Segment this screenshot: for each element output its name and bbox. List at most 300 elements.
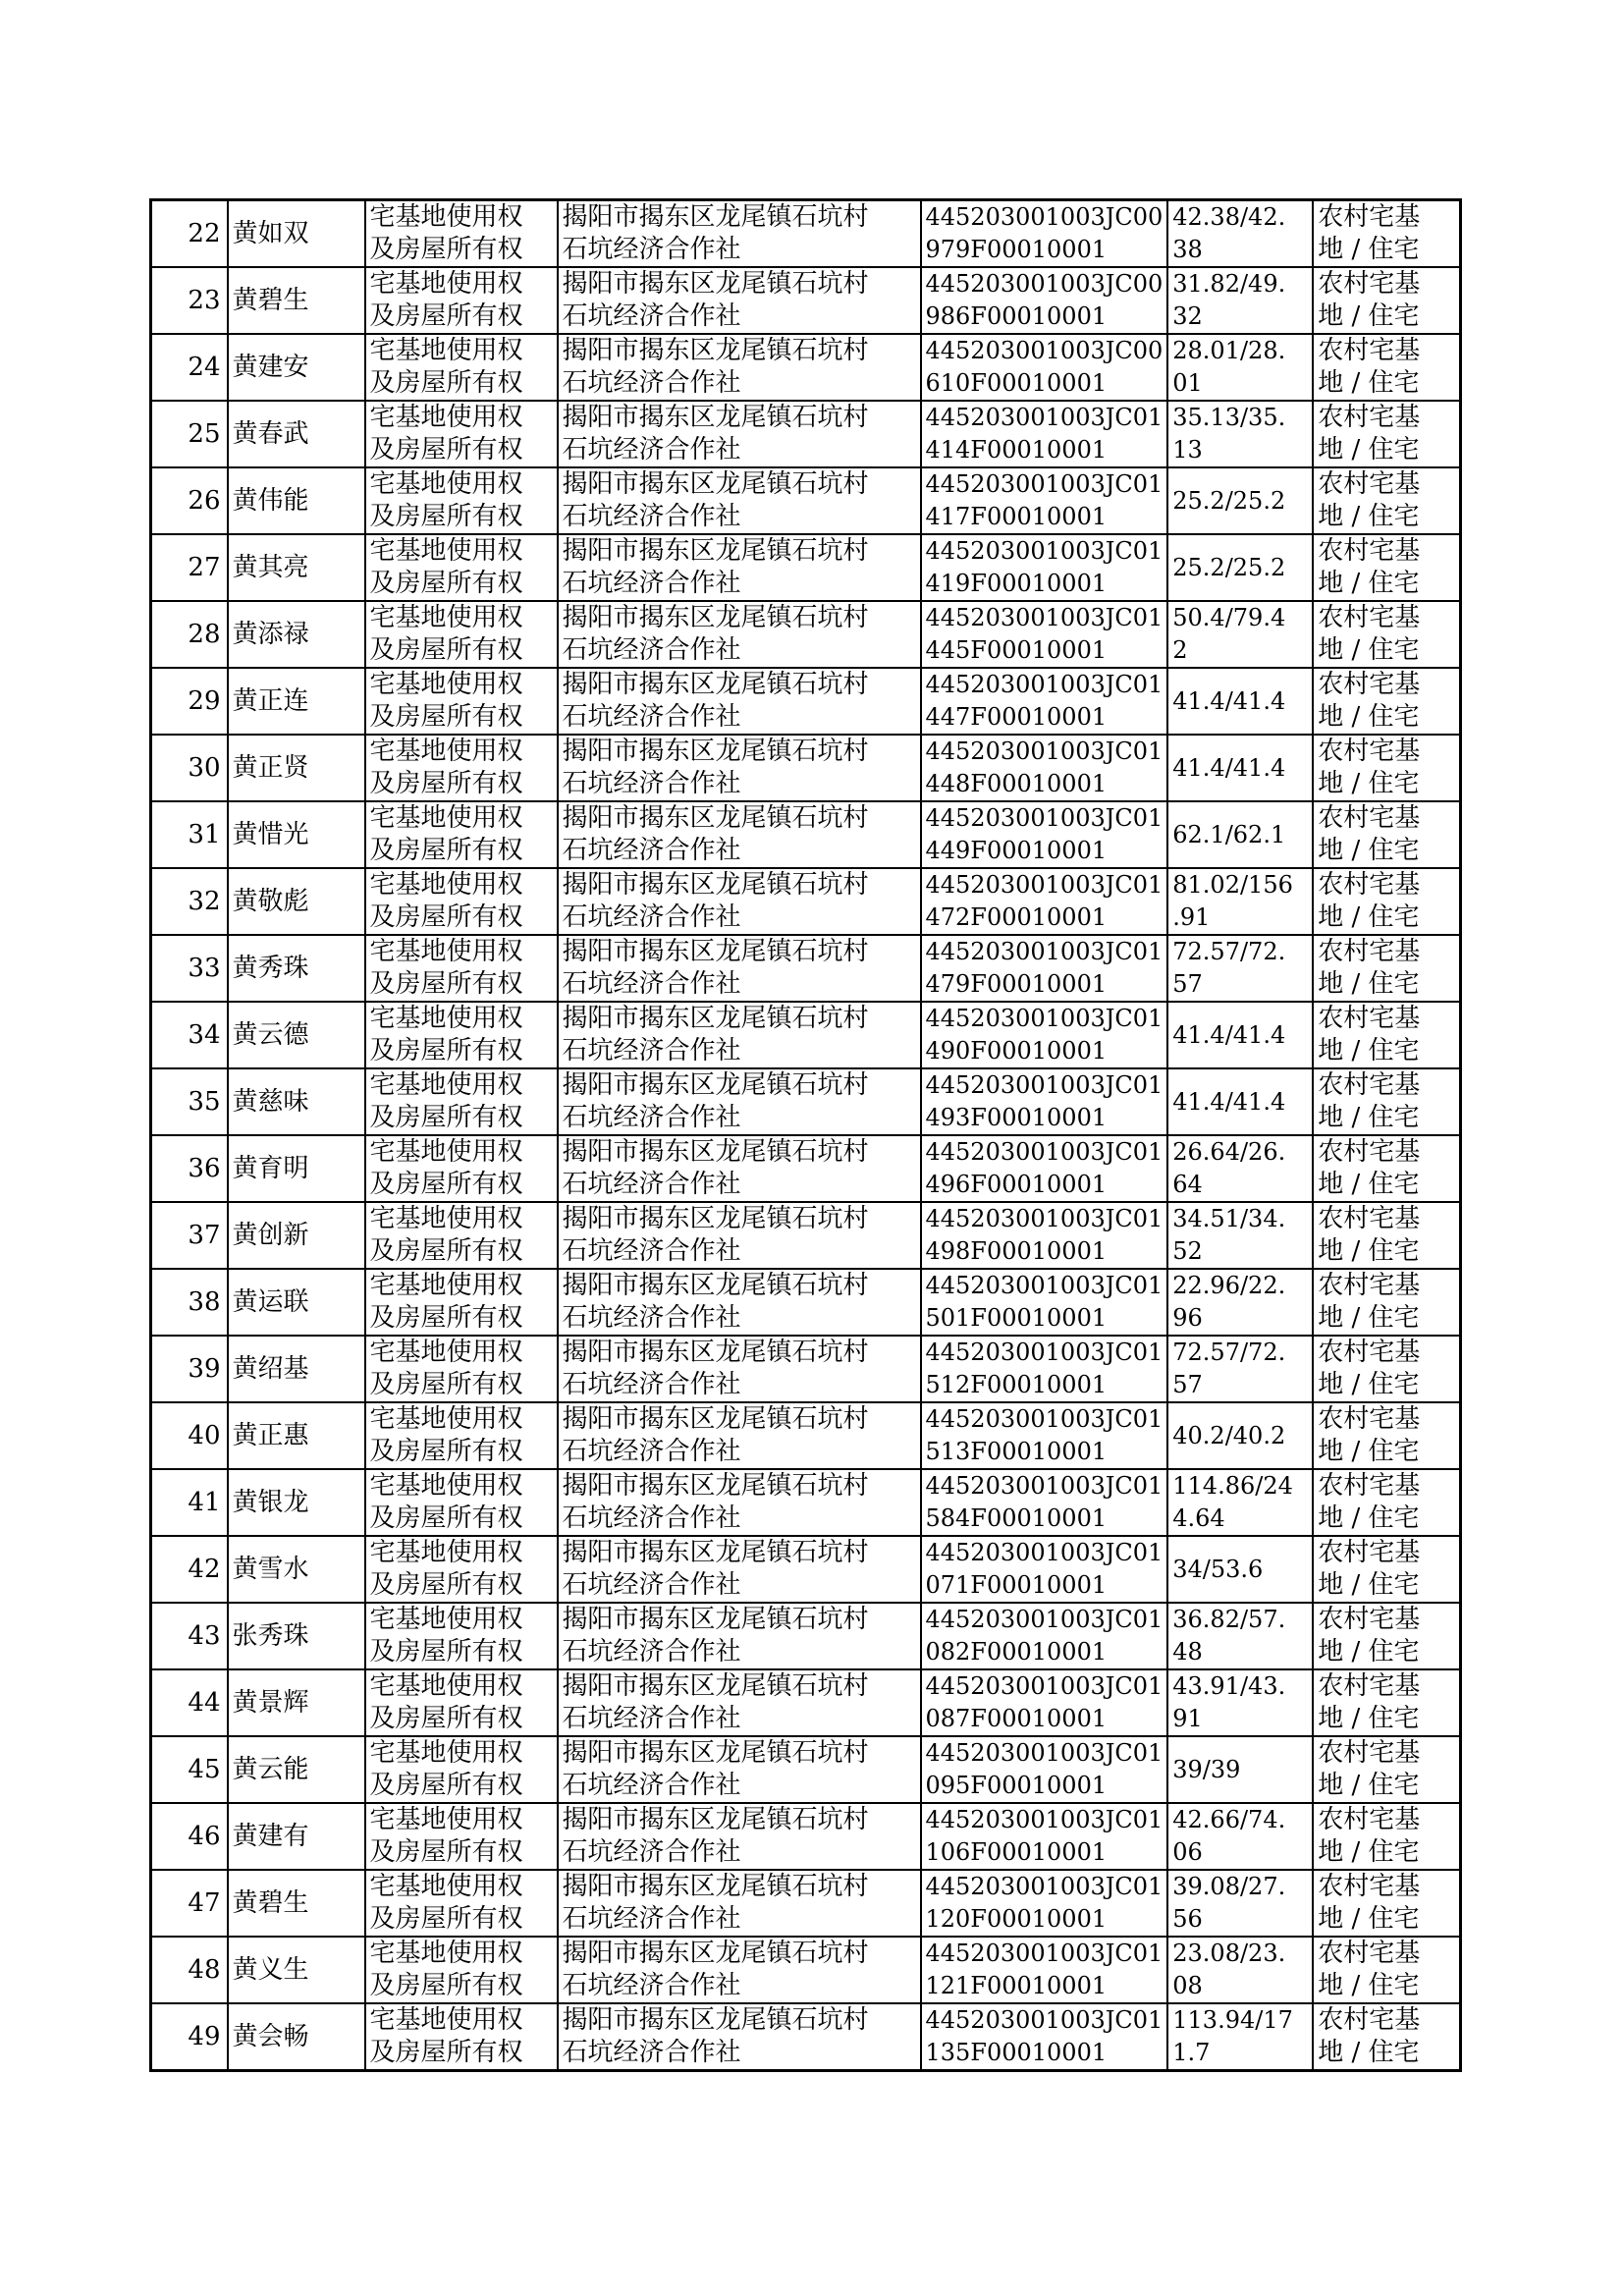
- land-owner-line: 石坑经济合作社: [562, 1637, 741, 1667]
- holder-name-cell: 黄雪水: [228, 1536, 365, 1603]
- table-row: [151, 1669, 1461, 1736]
- land-usage-line: 农村宅基: [1318, 1338, 1421, 1367]
- land-usage-line: 地 / 住宅: [1318, 769, 1420, 798]
- area-value-cell: [1167, 935, 1313, 1002]
- land-usage-cell: [1313, 868, 1460, 935]
- area-value-line: 22.96/22.: [1172, 1272, 1286, 1299]
- parcel-code-line: 472F00010001: [925, 903, 1108, 931]
- right-type-cell: [365, 801, 558, 868]
- right-type-cell: [365, 267, 558, 334]
- area-value-line: 25.2/25.2: [1172, 486, 1286, 515]
- right-type-line: 宅基地使用权: [369, 937, 523, 966]
- parcel-code-line: 445203001003JC01: [925, 1071, 1164, 1099]
- area-value-line: 01: [1172, 369, 1203, 397]
- land-usage-line: 农村宅基: [1318, 1137, 1421, 1167]
- land-usage-line: 农村宅基: [1318, 670, 1421, 699]
- land-usage-line: 农村宅基: [1318, 737, 1421, 766]
- land-usage-cell: [1313, 1803, 1460, 1870]
- row-number-cell: 23: [151, 267, 228, 334]
- table-row: [151, 1603, 1461, 1669]
- land-owner-line: 石坑经济合作社: [562, 1704, 741, 1733]
- land-owner-cell: [558, 1870, 921, 1937]
- parcel-code-line: 445203001003JC00: [925, 203, 1164, 231]
- parcel-code-cell: [921, 334, 1168, 401]
- land-owner-line: 石坑经济合作社: [562, 569, 741, 598]
- area-value-cell: [1167, 1068, 1313, 1135]
- area-value-line: 56: [1172, 1905, 1203, 1933]
- right-type-line: 及房屋所有权: [369, 1036, 523, 1066]
- parcel-code-line: 445203001003JC01: [925, 1405, 1164, 1433]
- right-type-cell: [365, 1469, 558, 1536]
- holder-name-cell: 黄云能: [228, 1736, 365, 1803]
- parcel-code-line: 445203001003JC01: [925, 1339, 1164, 1366]
- row-number-cell: 46: [151, 1803, 228, 1870]
- land-usage-line: 地 / 住宅: [1318, 1503, 1420, 1533]
- right-type-cell: [365, 1803, 558, 1870]
- land-owner-line: 揭阳市揭东区龙尾镇石坑村: [562, 937, 869, 966]
- land-usage-cell: [1313, 935, 1460, 1002]
- parcel-code-cell: [921, 1870, 1168, 1937]
- land-owner-line: 石坑经济合作社: [562, 702, 741, 732]
- land-usage-line: 地 / 住宅: [1318, 1904, 1420, 1934]
- right-type-cell: [365, 1536, 558, 1603]
- right-type-line: 及房屋所有权: [369, 1103, 523, 1132]
- holder-name-cell: 黄惜光: [228, 801, 365, 868]
- land-usage-line: 农村宅基: [1318, 937, 1421, 966]
- right-type-line: 宅基地使用权: [369, 1939, 523, 1968]
- area-value-line: 57: [1172, 970, 1203, 998]
- parcel-code-line: 449F00010001: [925, 837, 1108, 864]
- area-value-line: 1.7: [1172, 2039, 1211, 2066]
- land-owner-line: 揭阳市揭东区龙尾镇石坑村: [562, 670, 869, 699]
- land-usage-line: 地 / 住宅: [1318, 301, 1420, 331]
- right-type-line: 宅基地使用权: [369, 737, 523, 766]
- row-number-cell: 26: [151, 467, 228, 534]
- land-usage-line: 地 / 住宅: [1318, 902, 1420, 932]
- right-type-cell: [365, 935, 558, 1002]
- parcel-code-cell: [921, 1803, 1168, 1870]
- land-usage-line: 农村宅基: [1318, 1271, 1421, 1300]
- land-owner-line: 揭阳市揭东区龙尾镇石坑村: [562, 1204, 869, 1233]
- table-row: [151, 2003, 1461, 2071]
- land-owner-line: 石坑经济合作社: [562, 1971, 741, 2000]
- right-type-line: 及房屋所有权: [369, 368, 523, 398]
- area-value-line: 40.2/40.2: [1172, 1421, 1286, 1449]
- parcel-code-cell: [921, 601, 1168, 668]
- land-owner-line: 揭阳市揭东区龙尾镇石坑村: [562, 536, 869, 566]
- holder-name-cell: 黄绍基: [228, 1336, 365, 1402]
- land-usage-line: 地 / 住宅: [1318, 502, 1420, 531]
- parcel-code-line: 445203001003JC01: [925, 1672, 1164, 1700]
- area-value-line: 28.01/28.: [1172, 337, 1286, 364]
- area-value-cell: [1167, 1135, 1313, 1202]
- land-owner-line: 揭阳市揭东区龙尾镇石坑村: [562, 336, 869, 365]
- parcel-code-line: 445203001003JC01: [925, 1138, 1164, 1166]
- right-type-line: 及房屋所有权: [369, 1236, 523, 1266]
- land-owner-line: 石坑经济合作社: [562, 1036, 741, 1066]
- area-value-cell: [1167, 1269, 1313, 1336]
- right-type-cell: [365, 601, 558, 668]
- land-owner-cell: [558, 1736, 921, 1803]
- right-type-line: 及房屋所有权: [369, 969, 523, 999]
- land-usage-cell: [1313, 267, 1460, 334]
- land-usage-line: 地 / 住宅: [1318, 635, 1420, 665]
- land-usage-cell: [1313, 1336, 1460, 1402]
- area-value-cell: [1167, 735, 1313, 801]
- land-owner-line: 石坑经济合作社: [562, 635, 741, 665]
- parcel-code-cell: [921, 200, 1168, 268]
- land-owner-cell: [558, 1603, 921, 1669]
- parcel-code-line: 448F00010001: [925, 770, 1108, 797]
- right-type-line: 宅基地使用权: [369, 469, 523, 499]
- land-usage-line: 农村宅基: [1318, 1004, 1421, 1033]
- land-owner-line: 揭阳市揭东区龙尾镇石坑村: [562, 1271, 869, 1300]
- parcel-code-line: 445203001003JC01: [925, 404, 1164, 431]
- parcel-code-line: 414F00010001: [925, 436, 1108, 464]
- table-row: [151, 334, 1461, 401]
- area-value-line: 4.64: [1172, 1504, 1225, 1532]
- land-usage-cell: [1313, 1202, 1460, 1269]
- land-usage-line: 地 / 住宅: [1318, 1570, 1420, 1600]
- land-owner-line: 揭阳市揭东区龙尾镇石坑村: [562, 803, 869, 833]
- right-type-cell: [365, 868, 558, 935]
- parcel-code-line: 445203001003JC01: [925, 871, 1164, 899]
- land-usage-cell: [1313, 1135, 1460, 1202]
- area-value-line: 62.1/62.1: [1172, 820, 1286, 848]
- land-owner-cell: [558, 668, 921, 735]
- land-owner-line: 揭阳市揭东区龙尾镇石坑村: [562, 202, 869, 232]
- row-number-cell: 47: [151, 1870, 228, 1937]
- area-value-line: 72.57/72.: [1172, 1339, 1286, 1366]
- area-value-line: 41.4/41.4: [1172, 1020, 1286, 1049]
- table-row: [151, 1202, 1461, 1269]
- right-type-line: 宅基地使用权: [369, 336, 523, 365]
- right-type-line: 宅基地使用权: [369, 1805, 523, 1834]
- row-number-cell: 22: [151, 200, 228, 268]
- parcel-code-line: 120F00010001: [925, 1905, 1108, 1933]
- holder-name-cell: 黄会畅: [228, 2003, 365, 2071]
- land-owner-line: 揭阳市揭东区龙尾镇石坑村: [562, 1538, 869, 1567]
- right-type-line: 及房屋所有权: [369, 569, 523, 598]
- land-owner-cell: [558, 1937, 921, 2003]
- right-type-cell: [365, 1202, 558, 1269]
- area-value-cell: [1167, 534, 1313, 601]
- land-usage-line: 农村宅基: [1318, 269, 1421, 299]
- land-owner-line: 揭阳市揭东区龙尾镇石坑村: [562, 1939, 869, 1968]
- holder-name-cell: 黄正贤: [228, 735, 365, 801]
- land-usage-line: 地 / 住宅: [1318, 2038, 1420, 2067]
- parcel-code-cell: [921, 1536, 1168, 1603]
- land-usage-cell: [1313, 1068, 1460, 1135]
- land-usage-cell: [1313, 1736, 1460, 1803]
- holder-name-cell: 黄如双: [228, 200, 365, 268]
- land-usage-line: 地 / 住宅: [1318, 1036, 1420, 1066]
- land-owner-cell: [558, 401, 921, 467]
- holder-name-cell: 黄春武: [228, 401, 365, 467]
- land-owner-line: 石坑经济合作社: [562, 902, 741, 932]
- right-type-line: 宅基地使用权: [369, 1404, 523, 1434]
- parcel-code-line: 498F00010001: [925, 1237, 1108, 1265]
- parcel-code-line: 417F00010001: [925, 503, 1108, 530]
- land-owner-line: 揭阳市揭东区龙尾镇石坑村: [562, 2005, 869, 2035]
- right-type-cell: [365, 1937, 558, 2003]
- area-value-cell: [1167, 1402, 1313, 1469]
- land-usage-cell: [1313, 1002, 1460, 1068]
- parcel-code-line: 082F00010001: [925, 1638, 1108, 1666]
- area-value-cell: [1167, 467, 1313, 534]
- row-number-cell: 34: [151, 1002, 228, 1068]
- land-usage-cell: [1313, 467, 1460, 534]
- table-row: [151, 1736, 1461, 1803]
- parcel-code-cell: [921, 1068, 1168, 1135]
- parcel-code-cell: [921, 1402, 1168, 1469]
- table-row: [151, 1937, 1461, 2003]
- right-type-line: 及房屋所有权: [369, 1704, 523, 1733]
- right-type-line: 宅基地使用权: [369, 1204, 523, 1233]
- land-usage-line: 地 / 住宅: [1318, 836, 1420, 865]
- right-type-cell: [365, 334, 558, 401]
- area-value-cell: [1167, 601, 1313, 668]
- parcel-code-line: 445203001003JC01: [925, 1606, 1164, 1633]
- holder-name-cell: 黄慈味: [228, 1068, 365, 1135]
- parcel-code-cell: [921, 1669, 1168, 1736]
- right-type-cell: [365, 1669, 558, 1736]
- row-number-cell: 49: [151, 2003, 228, 2071]
- right-type-line: 宅基地使用权: [369, 1872, 523, 1901]
- right-type-line: 宅基地使用权: [369, 2005, 523, 2035]
- right-type-line: 宅基地使用权: [369, 1137, 523, 1167]
- land-usage-cell: [1313, 1536, 1460, 1603]
- right-type-line: 及房屋所有权: [369, 1904, 523, 1934]
- parcel-code-line: 445203001003JC00: [925, 337, 1164, 364]
- table-row: [151, 601, 1461, 668]
- area-value-line: 113.94/17: [1172, 2006, 1293, 2034]
- land-usage-cell: [1313, 1269, 1460, 1336]
- right-type-line: 宅基地使用权: [369, 1271, 523, 1300]
- parcel-code-line: 445203001003JC01: [925, 1873, 1164, 1900]
- land-owner-cell: [558, 1135, 921, 1202]
- land-usage-cell: [1313, 534, 1460, 601]
- parcel-code-line: 445203001003JC01: [925, 1806, 1164, 1833]
- right-type-line: 及房屋所有权: [369, 1570, 523, 1600]
- row-number-cell: 27: [151, 534, 228, 601]
- area-value-cell: [1167, 1603, 1313, 1669]
- holder-name-cell: 黄伟能: [228, 467, 365, 534]
- right-type-line: 宅基地使用权: [369, 269, 523, 299]
- area-value-line: 72.57/72.: [1172, 938, 1286, 965]
- table-row: [151, 1002, 1461, 1068]
- land-owner-line: 揭阳市揭东区龙尾镇石坑村: [562, 1137, 869, 1167]
- land-owner-line: 石坑经济合作社: [562, 1437, 741, 1466]
- right-type-line: 宅基地使用权: [369, 403, 523, 432]
- land-usage-line: 地 / 住宅: [1318, 1370, 1420, 1399]
- parcel-code-line: 979F00010001: [925, 236, 1108, 263]
- row-number-cell: 36: [151, 1135, 228, 1202]
- parcel-code-line: 447F00010001: [925, 703, 1108, 731]
- right-type-line: 宅基地使用权: [369, 1605, 523, 1634]
- land-owner-line: 石坑经济合作社: [562, 969, 741, 999]
- right-type-line: 宅基地使用权: [369, 1004, 523, 1033]
- right-type-line: 及房屋所有权: [369, 301, 523, 331]
- parcel-code-line: 445203001003JC01: [925, 1472, 1164, 1500]
- table-row: [151, 1536, 1461, 1603]
- parcel-code-line: 419F00010001: [925, 570, 1108, 597]
- land-owner-line: 揭阳市揭东区龙尾镇石坑村: [562, 1872, 869, 1901]
- parcel-code-cell: [921, 801, 1168, 868]
- area-value-line: 91: [1172, 1705, 1203, 1732]
- row-number-cell: 25: [151, 401, 228, 467]
- area-value-line: 13: [1172, 436, 1203, 464]
- parcel-code-line: 445203001003JC01: [925, 470, 1164, 498]
- area-value-cell: [1167, 1336, 1313, 1402]
- land-usage-line: 农村宅基: [1318, 1671, 1421, 1701]
- area-value-cell: [1167, 2003, 1313, 2071]
- land-usage-line: 农村宅基: [1318, 1404, 1421, 1434]
- land-owner-cell: [558, 1002, 921, 1068]
- land-usage-cell: [1313, 1937, 1460, 2003]
- land-owner-line: 揭阳市揭东区龙尾镇石坑村: [562, 1338, 869, 1367]
- right-type-line: 宅基地使用权: [369, 1338, 523, 1367]
- holder-name-cell: 黄碧生: [228, 1870, 365, 1937]
- parcel-code-line: 121F00010001: [925, 1972, 1108, 1999]
- holder-name-cell: 黄敬彪: [228, 868, 365, 935]
- parcel-code-cell: [921, 868, 1168, 935]
- table-row: [151, 735, 1461, 801]
- table-row: [151, 1870, 1461, 1937]
- land-usage-cell: [1313, 401, 1460, 467]
- area-value-line: 64: [1172, 1171, 1203, 1198]
- area-value-line: 26.64/26.: [1172, 1138, 1286, 1166]
- right-type-line: 及房屋所有权: [369, 1370, 523, 1399]
- land-usage-line: 农村宅基: [1318, 1204, 1421, 1233]
- table-row: [151, 200, 1461, 268]
- land-usage-line: 地 / 住宅: [1318, 1637, 1420, 1667]
- land-owner-line: 石坑经济合作社: [562, 1236, 741, 1266]
- row-number-cell: 48: [151, 1937, 228, 2003]
- area-value-cell: [1167, 1736, 1313, 1803]
- land-owner-cell: [558, 334, 921, 401]
- area-value-line: 57: [1172, 1371, 1203, 1398]
- parcel-code-cell: [921, 1269, 1168, 1336]
- holder-name-cell: 黄其亮: [228, 534, 365, 601]
- land-owner-line: 揭阳市揭东区龙尾镇石坑村: [562, 737, 869, 766]
- right-type-line: 宅基地使用权: [369, 603, 523, 632]
- row-number-cell: 44: [151, 1669, 228, 1736]
- area-value-cell: [1167, 1536, 1313, 1603]
- parcel-code-cell: [921, 1937, 1168, 2003]
- land-owner-cell: [558, 1269, 921, 1336]
- land-owner-line: 石坑经济合作社: [562, 1370, 741, 1399]
- right-type-line: 宅基地使用权: [369, 202, 523, 232]
- land-owner-cell: [558, 534, 921, 601]
- area-value-cell: [1167, 668, 1313, 735]
- holder-name-cell: 黄创新: [228, 1202, 365, 1269]
- area-value-line: 50.4/79.4: [1172, 604, 1286, 631]
- right-type-line: 宅基地使用权: [369, 1471, 523, 1501]
- land-usage-line: 农村宅基: [1318, 1471, 1421, 1501]
- holder-name-cell: 黄碧生: [228, 267, 365, 334]
- area-value-line: 48: [1172, 1638, 1203, 1666]
- area-value-line: 114.86/24: [1172, 1472, 1293, 1500]
- land-usage-line: 农村宅基: [1318, 1605, 1421, 1634]
- area-value-line: 43.91/43.: [1172, 1672, 1286, 1700]
- land-owner-line: 石坑经济合作社: [562, 1904, 741, 1934]
- area-value-line: 32: [1172, 302, 1203, 330]
- land-owner-line: 揭阳市揭东区龙尾镇石坑村: [562, 603, 869, 632]
- table-row: [151, 1469, 1461, 1536]
- registry-table: [149, 198, 1462, 2072]
- area-value-cell: [1167, 200, 1313, 268]
- right-type-line: 及房屋所有权: [369, 1170, 523, 1199]
- right-type-cell: [365, 1870, 558, 1937]
- land-usage-line: 农村宅基: [1318, 2005, 1421, 2035]
- land-usage-line: 农村宅基: [1318, 1872, 1421, 1901]
- parcel-code-line: 445203001003JC01: [925, 537, 1164, 565]
- parcel-code-cell: [921, 2003, 1168, 2071]
- land-usage-line: 农村宅基: [1318, 1738, 1421, 1768]
- right-type-line: 及房屋所有权: [369, 1971, 523, 2000]
- parcel-code-cell: [921, 534, 1168, 601]
- land-usage-line: 地 / 住宅: [1318, 1103, 1420, 1132]
- land-usage-line: 地 / 住宅: [1318, 569, 1420, 598]
- row-number-cell: 32: [151, 868, 228, 935]
- area-value-line: 38: [1172, 236, 1203, 263]
- holder-name-cell: 黄正惠: [228, 1402, 365, 1469]
- land-usage-cell: [1313, 1669, 1460, 1736]
- table-row: [151, 467, 1461, 534]
- land-owner-cell: [558, 801, 921, 868]
- land-owner-cell: [558, 1536, 921, 1603]
- right-type-cell: [365, 2003, 558, 2071]
- area-value-line: 06: [1172, 1838, 1203, 1866]
- land-usage-cell: [1313, 601, 1460, 668]
- table-row: [151, 935, 1461, 1002]
- land-owner-cell: [558, 1402, 921, 1469]
- parcel-code-line: 095F00010001: [925, 1772, 1108, 1799]
- holder-name-cell: 黄义生: [228, 1937, 365, 2003]
- land-usage-line: 农村宅基: [1318, 1070, 1421, 1100]
- land-usage-cell: [1313, 801, 1460, 868]
- right-type-line: 及房屋所有权: [369, 1771, 523, 1800]
- holder-name-cell: 黄育明: [228, 1135, 365, 1202]
- table-row: [151, 1068, 1461, 1135]
- land-owner-line: 揭阳市揭东区龙尾镇石坑村: [562, 1805, 869, 1834]
- land-usage-cell: [1313, 1469, 1460, 1536]
- parcel-code-line: 445203001003JC01: [925, 1005, 1164, 1032]
- holder-name-cell: 黄正连: [228, 668, 365, 735]
- holder-name-cell: 黄建安: [228, 334, 365, 401]
- land-owner-line: 石坑经济合作社: [562, 2038, 741, 2067]
- land-owner-cell: [558, 1669, 921, 1736]
- right-type-line: 及房屋所有权: [369, 1837, 523, 1867]
- table-row: [151, 1803, 1461, 1870]
- area-value-cell: [1167, 1937, 1313, 2003]
- area-value-line: 41.4/41.4: [1172, 753, 1286, 782]
- land-owner-line: 石坑经济合作社: [562, 769, 741, 798]
- parcel-code-cell: [921, 935, 1168, 1002]
- land-usage-line: 地 / 住宅: [1318, 435, 1420, 464]
- parcel-code-cell: [921, 1736, 1168, 1803]
- area-value-line: 42.38/42.: [1172, 203, 1286, 231]
- parcel-code-cell: [921, 1002, 1168, 1068]
- parcel-code-line: 135F00010001: [925, 2039, 1108, 2066]
- land-owner-cell: [558, 200, 921, 268]
- land-usage-line: 农村宅基: [1318, 536, 1421, 566]
- area-value-line: 42.66/74.: [1172, 1806, 1286, 1833]
- holder-name-cell: 黄建有: [228, 1803, 365, 1870]
- right-type-line: 宅基地使用权: [369, 1671, 523, 1701]
- land-usage-line: 农村宅基: [1318, 469, 1421, 499]
